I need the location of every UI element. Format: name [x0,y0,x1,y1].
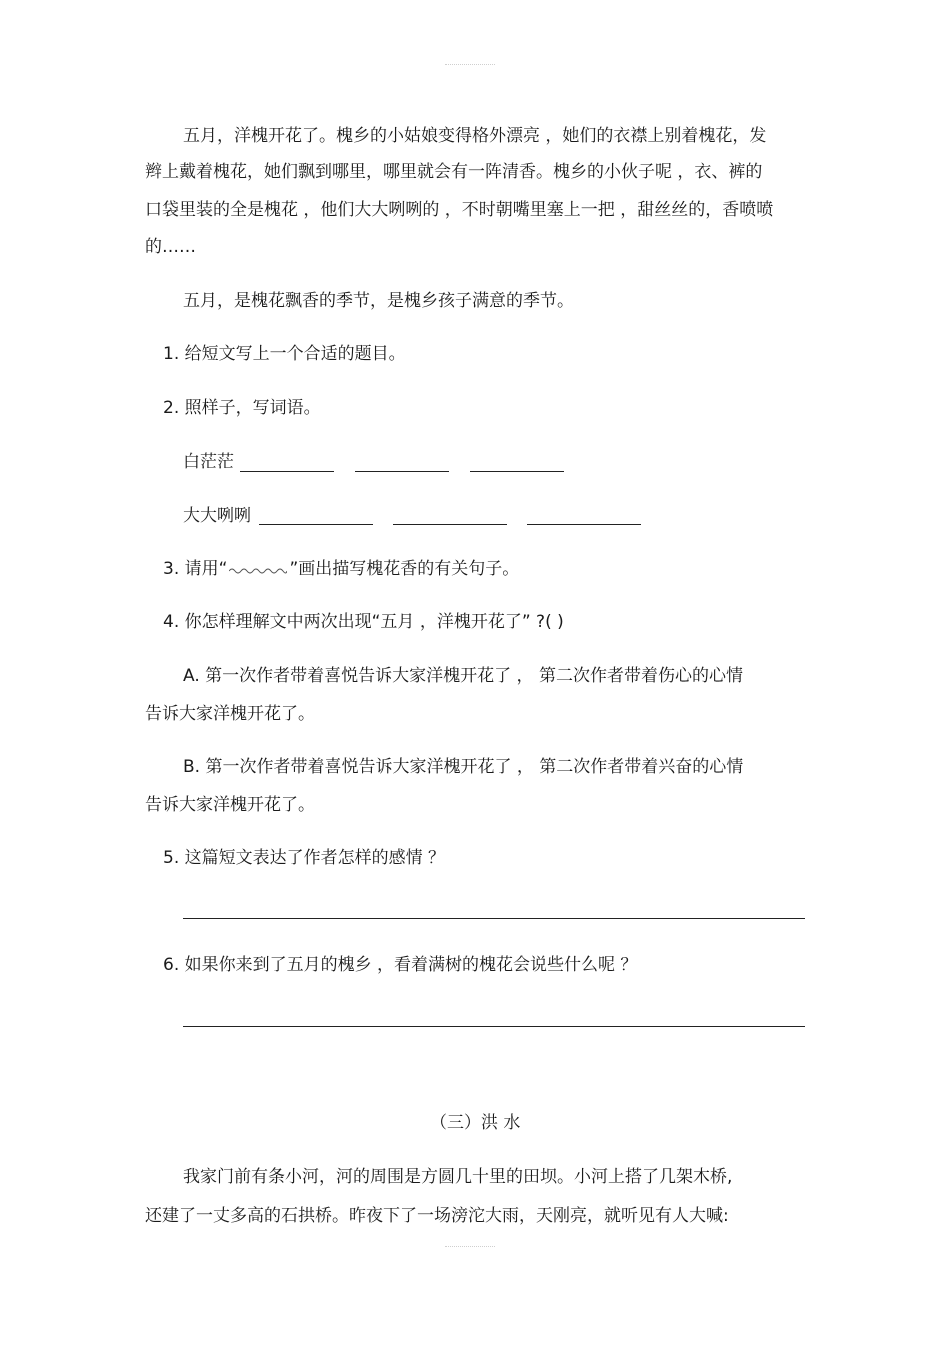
answer-blank[interactable] [355,471,449,472]
answer-blank[interactable] [240,471,334,472]
answer-blank[interactable] [259,524,373,525]
wavy-underline-icon [229,564,287,574]
question-1: 1. 给短文写上一个合适的题目。 [163,344,406,364]
passage-line: 口袋里装的全是槐花 ，他们大大咧咧的 ，不时朝嘴里塞上一把 ，甜丝丝的，香喷喷 [145,200,774,220]
section-line: 我家门前有条小河，河的周围是方圆几十里的田坝。小河上搭了几架木桥, [183,1167,733,1187]
question-3-prefix: 3. 请用“ [163,559,228,579]
answer-blank[interactable] [393,524,507,525]
page-footer-mark [445,1246,495,1249]
section-line: 还建了一丈多高的石拱桥。昨夜下了一场滂沱大雨，天刚亮，就听见有人大喊: [145,1206,729,1226]
answer-blank[interactable] [527,524,641,525]
option-b-line: 告诉大家洋槐开花了。 [145,795,315,815]
answer-line[interactable] [183,1026,805,1027]
question-6: 6. 如果你来到了五月的槐乡 ，看着满树的槐花会说些什么呢 ？ [163,955,638,975]
answer-blank[interactable] [470,471,564,472]
section-title: （三）洪 水 [430,1113,521,1133]
passage-line: 五月，洋槐开花了。槐乡的小姑娘变得格外漂亮 ，她们的衣襟上别着槐花，发 [183,126,767,146]
question-3 [163,557,519,581]
question-4: 4. 你怎样理解文中两次出现“五月 ，洋槐开花了” ?( ) [163,612,564,632]
option-b-line: B. 第一次作者带着喜悦告诉大家洋槐开花了 ， 第二次作者带着兴奋的心情 [183,757,744,777]
question-2: 2. 照样子，写词语。 [163,398,321,418]
option-a-line: 告诉大家洋槐开花了。 [145,704,315,724]
answer-line[interactable] [183,918,805,919]
passage-line: 的…… [145,237,196,257]
passage-line: 辫上戴着槐花，她们飘到哪里，哪里就会有一阵清香。槐乡的小伙子呢 ，衣、裤的 [145,162,763,182]
page-header-mark [445,64,495,67]
option-a-line: A. 第一次作者带着喜悦告诉大家洋槐开花了 ， 第二次作者带着伤心的心情 [183,666,743,686]
word-example-2: 大大咧咧 [183,506,251,526]
word-example-1: 白茫茫 [183,452,234,472]
question-3-suffix: ”画出描写槐花香的有关句子。 [289,559,520,579]
passage-paragraph-2: 五月，是槐花飘香的季节，是槐乡孩子满意的季节。 [183,291,574,311]
question-5: 5. 这篇短文表达了作者怎样的感情 ？ [163,848,446,868]
